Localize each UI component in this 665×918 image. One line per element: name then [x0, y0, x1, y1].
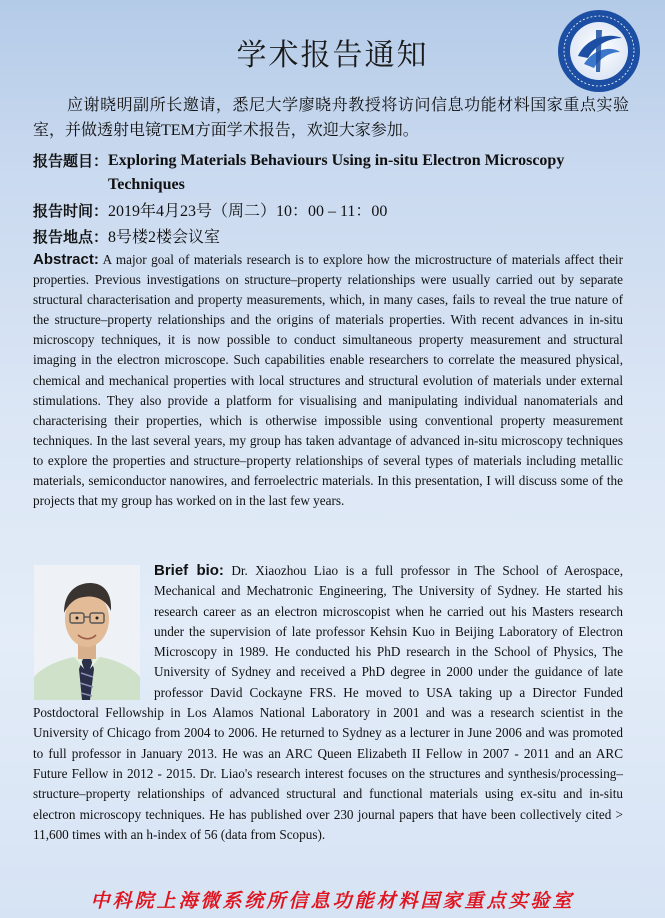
footer-lab-name: 中科院上海微系统所信息功能材料国家重点实验室 [90, 890, 575, 912]
report-location [33, 225, 220, 250]
bio-text: Dr. Xiaozhou Liao is a full professor in The School of Aerospace, Mechanical and Mechatronic Engineering, The University of Sydney. He started his research career as an electron microscopist when he carried out his Masters research under the supervision of late professor Kehsin Kuo in Beijing Laboratory of Electron Microscopy in 1989. He conducted his PhD research in the School of Physics, The University of Sydney and received a PhD degree in 2000 under the guidance of late professor David Cockayne FRS. He moved to USA taking up a Director Funded Postdoctoral Fellowship in Los Alamos National Laboratory in 2001 and was a research scientist in the University of Chicago from 2004 to 2006. He returned to Sydney as a lecturer in June 2006 and was promoted to full professor in January 2013. He was an ARC Queen Elizabeth II Fellow in 2007 - 2011 and an ARC Future Fellow in 2012 - 2015. Dr. Liao's research interest focuses on the structures and synthesis/processing–structure–property relationships of advanced structural and functional materials using ex-situ and in-situ electron microscopy techniques. He has published over 230 journal papers that have been collectively cited > 11,600 times with an h-index of 56 (data from Scopus). [33, 563, 624, 842]
abstract-text: A major goal of materials research is to explore how the microstructure of materials affect their properties. Previous investigations on structure–property relationships were usually carried out by separate structural characterisation and property measurements, which, in many cases, fails to reveal the true nature of the structure–property relationships and the origins of materials properties. With recent advances in in-situ microscopy techniques, it is now possible to conduct simultaneous property measurement and structural imaging in the electron microscope. Such capabilities enable researchers to correlate the measured physical, chemical and mechanical properties with local structures and structural evolution of materials under external stimulations. They also provide a platform for visualising and manipulating individual nanomaterials and characterising their properties, which is otherwise impossible using conventional property measurement techniques. In the last several years, my group has taken advantage of advanced in-situ microscopy techniques to explore the properties and structure–property relationships of several types of materials including metallic materials, semiconductor nanowires, and ferroelectric materials. In this presentation, I will discuss some of the projects that my group has worked on in the last few years. [33, 252, 623, 509]
location-label: 报告地点： [33, 228, 109, 246]
abstract-label: Abstract: [33, 251, 99, 268]
bio-section [33, 561, 623, 845]
page-title: 学术报告通知 [236, 38, 429, 73]
bio-label: Brief bio: [154, 562, 224, 579]
topic-value: Exploring Materials Behaviours Using in-situ Electron Microscopy Techniques [108, 152, 565, 193]
photo-spacer [33, 561, 154, 703]
topic-label: 报告题目： [33, 152, 109, 170]
abstract-section [33, 250, 623, 511]
report-topic [33, 149, 633, 197]
location-value: 8号楼2楼会议室 [108, 229, 221, 246]
intro-paragraph: 应谢晓明副所长邀请，悉尼大学廖晓舟教授将访问信息功能材料国家重点实验室，并做透射电镜TEM方面学术报告，欢迎大家参加。 [33, 97, 629, 139]
time-value: 2019年4月23号（周二）10：00 – 11：00 [108, 203, 388, 220]
report-time [33, 199, 387, 224]
time-label: 报告时间： [33, 202, 109, 220]
